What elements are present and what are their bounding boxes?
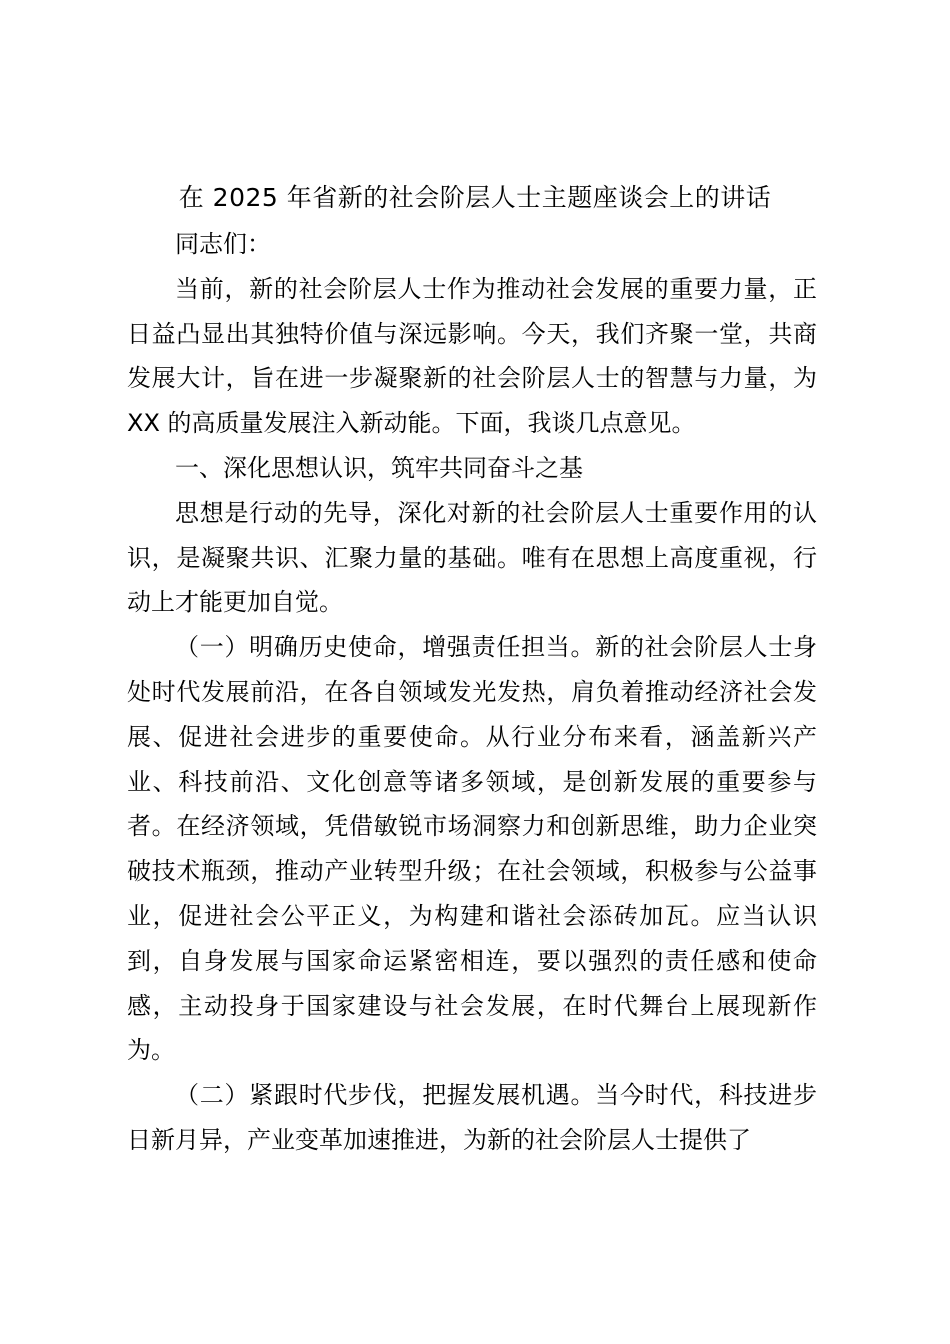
- document-body: [127, 222, 817, 1163]
- paragraph-subsection-2: （二）紧跟时代步伐，把握发展机遇。当今时代，科技进步日新月异，产业变革加速推进，为新的社会阶层人士提供了: [127, 1081, 817, 1154]
- document-title: 在 2025 年省新的社会阶层人士主题座谈会上的讲话: [178, 183, 772, 212]
- paragraph-intro: 当前，新的社会阶层人士作为推动社会发展的重要力量，正日益凸显出其独特价值与深远影响。今天，我们齐聚一堂，共商发展大计，旨在进一步凝聚新的社会阶层人士的智慧与力量，为 XX 的高质量发展注入新动能。下面，我谈几点意见。: [127, 274, 817, 438]
- salutation: 同志们：: [175, 230, 271, 258]
- paragraph-subsection-1: （一）明确历史使命，增强责任担当。新的社会阶层人士身处时代发展前沿，在各自领域发光发热，肩负着推动经济社会发展、促进社会进步的重要使命。从行业分布来看，涵盖新兴产业、科技前沿、文化创意等诸多领域，是创新发展的重要参与者。在经济领域，凭借敏锐市场洞察力和创新思维，助力企业突破技术瓶颈，推动产业转型升级；在社会领域，积极参与公益事业，促进社会公平正义，为构建和谐社会添砖加瓦。应当认识到，自身发展与国家命运紧密相连，要以强烈的责任感和使命感，主动投身于国家建设与社会发展，在时代舞台上展现新作为。: [127, 633, 817, 1065]
- paragraph-section-1: 思想是行动的先导，深化对新的社会阶层人士重要作用的认识，是凝聚共识、汇聚力量的基础。唯有在思想上高度重视，行动上才能更加自觉。: [127, 498, 817, 617]
- section-heading-1: 一、深化思想认识，筑牢共同奋斗之基: [175, 453, 583, 482]
